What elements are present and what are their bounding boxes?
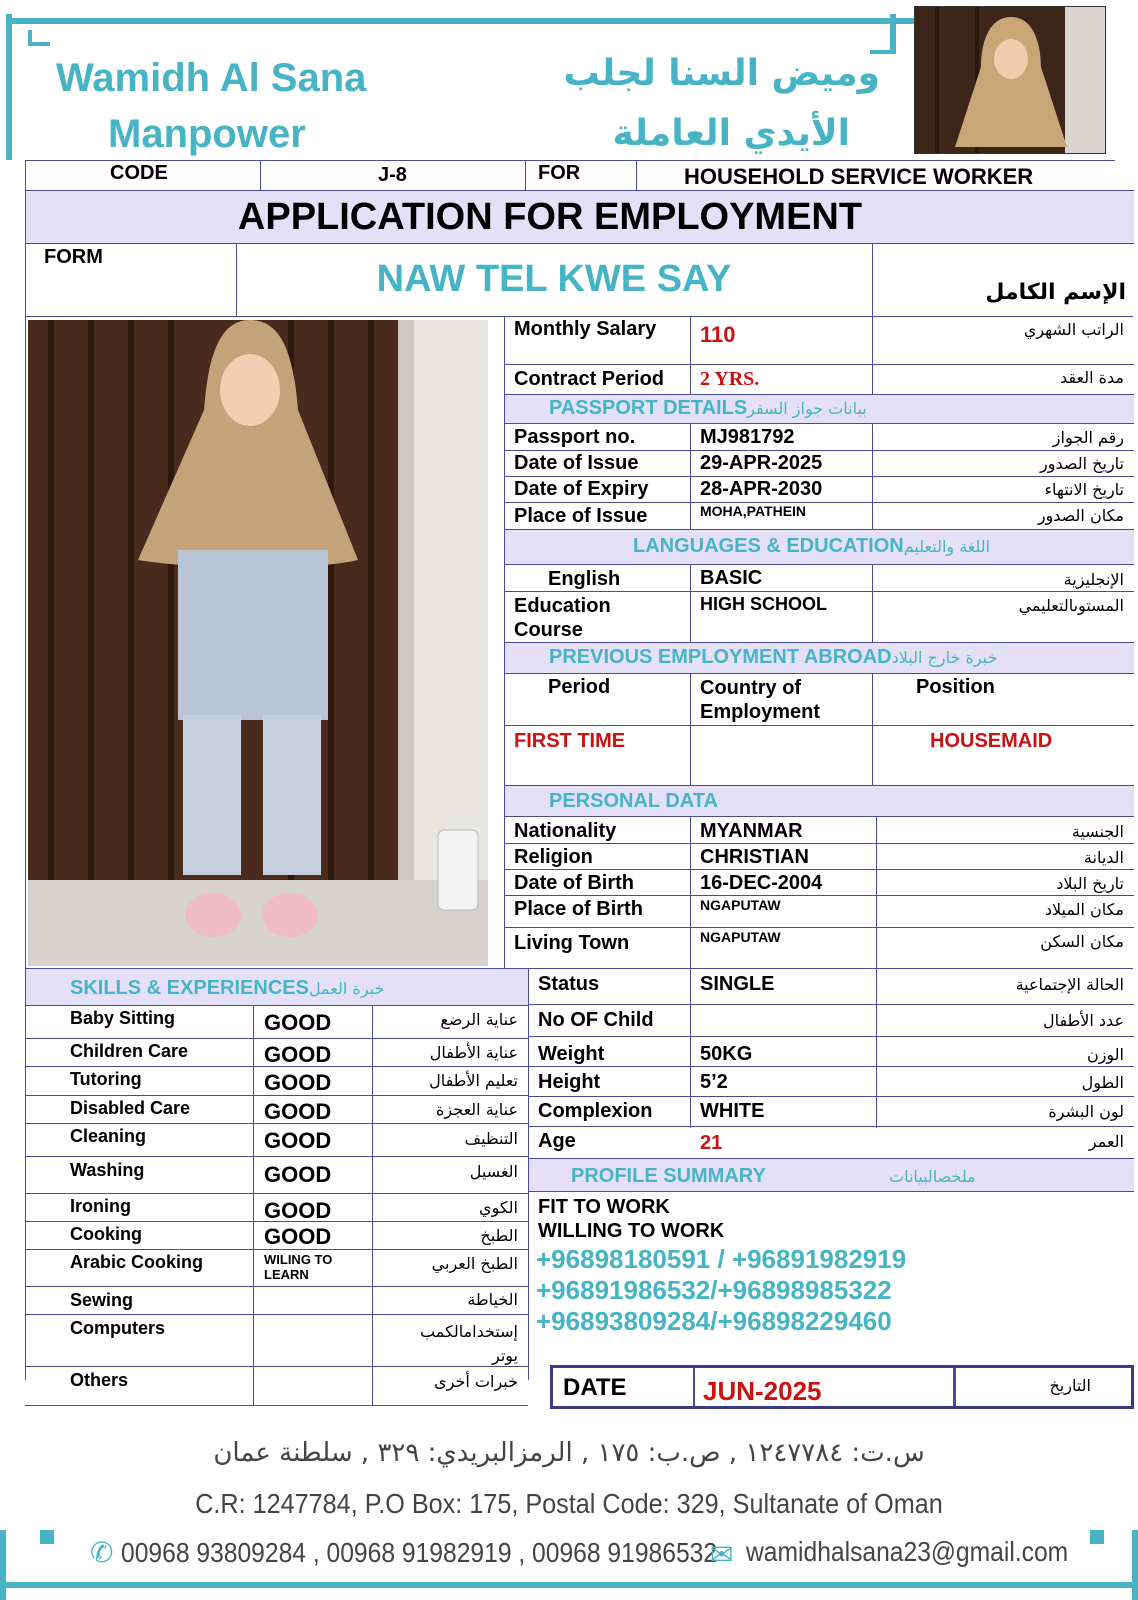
- age-label: Age: [538, 1130, 576, 1152]
- skill-washing-label-ar: الغسيل: [469, 1162, 518, 1181]
- skill-cleaning-label: Cleaning: [70, 1126, 147, 1146]
- nationality-value: MYANMAR: [700, 820, 803, 842]
- passport-no-label-ar: رقم الجواز: [1052, 428, 1124, 447]
- contact-phone-line1: +96898180591 / +96891982919: [536, 1244, 907, 1274]
- education-label-ar: المستوىالتعليمي: [1018, 596, 1124, 615]
- skill-tutoring-label-ar: تعليم الأطفال: [429, 1071, 518, 1090]
- position-value: HOUSEMAID: [930, 730, 1053, 752]
- contact-phones: [536, 1244, 906, 1337]
- skill-disabled-care-label: Disabled Care: [70, 1098, 191, 1118]
- languages-section-title: LANGUAGES & EDUCATION: [633, 535, 904, 557]
- dob-label-ar: تاريخ البلاد: [1056, 874, 1124, 893]
- full-name-ar: الإسم الكامل: [985, 280, 1126, 305]
- skill-cooking-label: Cooking: [70, 1224, 142, 1244]
- complexion-label: Complexion: [538, 1100, 653, 1122]
- expiry-date-label: Date of Expiry: [514, 478, 649, 500]
- company-name-ar-line1: وميض السنا لجلب: [563, 53, 880, 94]
- period-header: Period: [548, 676, 611, 698]
- company-name-en-line2: Manpower: [108, 112, 306, 156]
- place-of-birth-value: NGAPUTAW: [700, 897, 781, 913]
- footer-address-en: C.R: 1247784, P.O Box: 175, Postal Code: 329, Sultanate of Oman: [195, 1488, 943, 1519]
- living-town-label-ar: مكان السكن: [1040, 932, 1124, 951]
- skills-section-header: [26, 969, 528, 1005]
- education-label: [514, 594, 611, 642]
- weight-label: Weight: [538, 1043, 605, 1065]
- height-value: 5’2: [700, 1071, 728, 1093]
- personal-section-title: PERSONAL DATA: [549, 790, 718, 812]
- contract-label: Contract Period: [514, 368, 665, 390]
- expiry-date-value: 28-APR-2030: [700, 478, 823, 500]
- employment-section-title: PREVIOUS EMPLOYMENT ABROAD: [549, 646, 892, 668]
- status-label-ar: الحالة الإجتماعية: [1015, 975, 1124, 994]
- passport-section-title-ar: بيانات جواز السفر: [747, 399, 867, 418]
- skill-baby-sitting-label-ar: عناية الرضع: [440, 1010, 518, 1029]
- skill-children-care-label-ar: عناية الأطفال: [429, 1043, 518, 1062]
- place-of-issue-value: MOHA,PATHEIN: [700, 503, 807, 519]
- skill-computers-label: Computers: [70, 1318, 166, 1338]
- employment-section-header: [505, 643, 1134, 673]
- skill-ironing-label-ar: الكوي: [479, 1198, 518, 1217]
- place-of-issue-label: Place of Issue: [514, 505, 648, 527]
- skill-baby-sitting-label: Baby Sitting: [70, 1008, 176, 1028]
- languages-section-header: [505, 530, 1134, 564]
- passport-section-header: [505, 395, 1134, 423]
- company-name-en: [56, 50, 366, 162]
- date-value: JUN-2025: [703, 1376, 822, 1406]
- skill-tutoring-value: GOOD: [264, 1070, 332, 1095]
- languages-section-title-ar: اللغة والتعليم: [903, 537, 991, 556]
- age-label-ar: العمر: [1088, 1132, 1124, 1151]
- profile-line2: WILLING TO WORK: [538, 1220, 725, 1242]
- weight-label-ar: الوزن: [1086, 1045, 1124, 1064]
- skill-ironing-label: Ironing: [70, 1196, 131, 1216]
- passport-section-title: PASSPORT DETAILS: [549, 397, 748, 419]
- skill-ironing-value: GOOD: [264, 1198, 332, 1223]
- contract-value: 2 YRS.: [700, 368, 760, 390]
- passport-no-label: Passport no.: [514, 426, 636, 448]
- skill-children-care-label: Children Care: [70, 1041, 189, 1061]
- skill-cooking-label-ar: الطبخ: [480, 1226, 518, 1245]
- skill-sewing-label-ar: الخياطة: [467, 1290, 518, 1309]
- country-header-line1: Country of: [700, 677, 802, 699]
- company-name-en-line1: Wamidh Al Sana: [56, 56, 367, 100]
- employment-section-title-ar: خبرة خارج البلاد: [891, 648, 998, 667]
- date-label-ar: التاريخ: [1049, 1376, 1091, 1395]
- expiry-date-label-ar: تاريخ الانتهاء: [1044, 480, 1124, 499]
- skill-arabic-cooking-label-ar: الطبخ العربي: [431, 1254, 518, 1273]
- skill-others-label: Others: [70, 1370, 129, 1390]
- form-title: APPLICATION FOR EMPLOYMENT: [237, 196, 863, 238]
- code-value: J-8: [378, 164, 407, 186]
- title-bar: [26, 190, 1134, 244]
- form-label: FORM: [44, 246, 103, 268]
- skill-disabled-care-value: GOOD: [264, 1099, 332, 1124]
- skill-disabled-care-label-ar: عناية العجزة: [436, 1100, 518, 1119]
- place-of-birth-label: Place of Birth: [514, 898, 643, 920]
- skills-section-title: SKILLS & EXPERIENCES: [70, 977, 309, 999]
- religion-label-ar: الديانة: [1083, 848, 1124, 867]
- profile-line1: FIT TO WORK: [538, 1196, 670, 1218]
- weight-value: 50KG: [700, 1043, 753, 1065]
- issue-date-label: Date of Issue: [514, 452, 639, 474]
- country-header-line2: Employment: [700, 701, 821, 723]
- status-value: SINGLE: [700, 973, 775, 995]
- issue-date-value: 29-APR-2025: [700, 452, 823, 474]
- contact-phone-line2: +96891986532/+96898985322: [536, 1275, 892, 1305]
- skill-arabic-cooking-value-line1: WILING TO: [264, 1252, 333, 1267]
- nationality-label: Nationality: [514, 820, 617, 842]
- contact-phone-line3: +96893809284/+96898229460: [536, 1306, 892, 1336]
- dob-value: 16-DEC-2004: [700, 872, 823, 894]
- height-label: Height: [538, 1071, 601, 1093]
- footer-email: wamidhalsana23@gmail.com: [746, 1536, 1069, 1567]
- english-label-ar: الإنجليزية: [1063, 570, 1124, 589]
- date-label: DATE: [563, 1374, 627, 1401]
- personal-section-header: [505, 786, 1134, 816]
- passport-no-value: MJ981792: [700, 426, 795, 448]
- company-name-ar: [560, 44, 880, 164]
- dob-label: Date of Birth: [514, 872, 634, 894]
- salary-label-ar: الراتب الشهري: [1023, 320, 1124, 339]
- skill-cleaning-value: GOOD: [264, 1128, 332, 1153]
- contract-label-ar: مدة العقد: [1060, 368, 1124, 387]
- education-label-line1: Education: [514, 595, 611, 617]
- salary-label: Monthly Salary: [514, 318, 657, 340]
- complexion-value: WHITE: [700, 1100, 765, 1122]
- living-town-value: NGAPUTAW: [700, 929, 781, 945]
- profile-section-header: [529, 1158, 1134, 1192]
- company-name-ar-line2: الأيدي العاملة: [612, 113, 850, 154]
- position-header: Position: [916, 676, 995, 698]
- children-label-ar: عدد الأطفال: [1042, 1011, 1124, 1030]
- status-label: Status: [538, 973, 600, 995]
- footer-address-ar: س.ت: ١٢٤٧٧٨٤ , ص.ب: ١٧٥ , الرمزالبريدي: ٣٢٩ , سلطنة عمان: [213, 1438, 925, 1468]
- skill-computers-label-ar-line2: يوتر: [492, 1346, 518, 1365]
- country-header: [700, 676, 820, 724]
- religion-value: CHRISTIAN: [700, 846, 809, 868]
- skills-section-title-ar: خبرة العمل: [308, 979, 385, 998]
- skill-baby-sitting-value: GOOD: [264, 1010, 332, 1035]
- profile-section-title-ar: ملخصالبيانات: [889, 1167, 976, 1186]
- skill-sewing-label: Sewing: [70, 1290, 134, 1310]
- footer-phones: 00968 93809284 , 00968 91982919 , 00968 91986532: [121, 1537, 718, 1568]
- skill-arabic-cooking-label: Arabic Cooking: [70, 1252, 204, 1272]
- profile-section-title: PROFILE SUMMARY: [571, 1165, 766, 1187]
- place-of-birth-label-ar: مكان الميلاد: [1044, 900, 1124, 919]
- issue-date-label-ar: تاريخ الصدور: [1040, 454, 1124, 473]
- skill-computers-label-ar-line1: إستخدامالكمب: [420, 1322, 518, 1341]
- skill-cooking-value: GOOD: [264, 1224, 332, 1249]
- skill-others-label-ar: خبرات أخرى: [434, 1372, 518, 1391]
- phone-icon: ✆: [90, 1537, 114, 1568]
- skill-arabic-cooking-value-line2: LEARN: [264, 1267, 309, 1282]
- skill-children-care-value: GOOD: [264, 1042, 332, 1067]
- full-name: NAW TEL KWE SAY: [376, 258, 732, 300]
- skill-cleaning-label-ar: التنظيف: [464, 1129, 518, 1148]
- salary-value: 110: [700, 322, 736, 347]
- skill-arabic-cooking-value: [264, 1252, 332, 1282]
- skill-washing-value: GOOD: [264, 1162, 332, 1187]
- age-value: 21: [700, 1132, 723, 1154]
- children-label: No OF Child: [538, 1009, 654, 1031]
- date-row: [550, 1365, 1134, 1409]
- religion-label: Religion: [514, 846, 593, 868]
- for-label: FOR: [538, 162, 581, 184]
- place-of-issue-label-ar: مكان الصدور: [1037, 506, 1124, 525]
- applicant-thumbnail: [914, 6, 1106, 154]
- skill-tutoring-label: Tutoring: [70, 1069, 142, 1089]
- skill-washing-label: Washing: [70, 1160, 145, 1180]
- skill-computers-label-ar: [420, 1320, 518, 1368]
- living-town-label: Living Town: [514, 932, 630, 954]
- education-label-line2: Course: [514, 619, 583, 641]
- english-value: BASIC: [700, 567, 763, 589]
- for-value: HOUSEHOLD SERVICE WORKER: [684, 164, 1034, 189]
- height-label-ar: الطول: [1081, 1073, 1124, 1092]
- footer-contact: [90, 1536, 1090, 1576]
- applicant-photo: [28, 320, 488, 966]
- education-value: HIGH SCHOOL: [700, 594, 828, 614]
- code-label: CODE: [110, 162, 168, 184]
- english-label: English: [548, 568, 621, 590]
- nationality-label-ar: الجنسية: [1071, 822, 1124, 841]
- period-value: FIRST TIME: [514, 730, 626, 752]
- email-icon: ✉: [710, 1539, 734, 1570]
- complexion-label-ar: لون البشرة: [1048, 1102, 1124, 1121]
